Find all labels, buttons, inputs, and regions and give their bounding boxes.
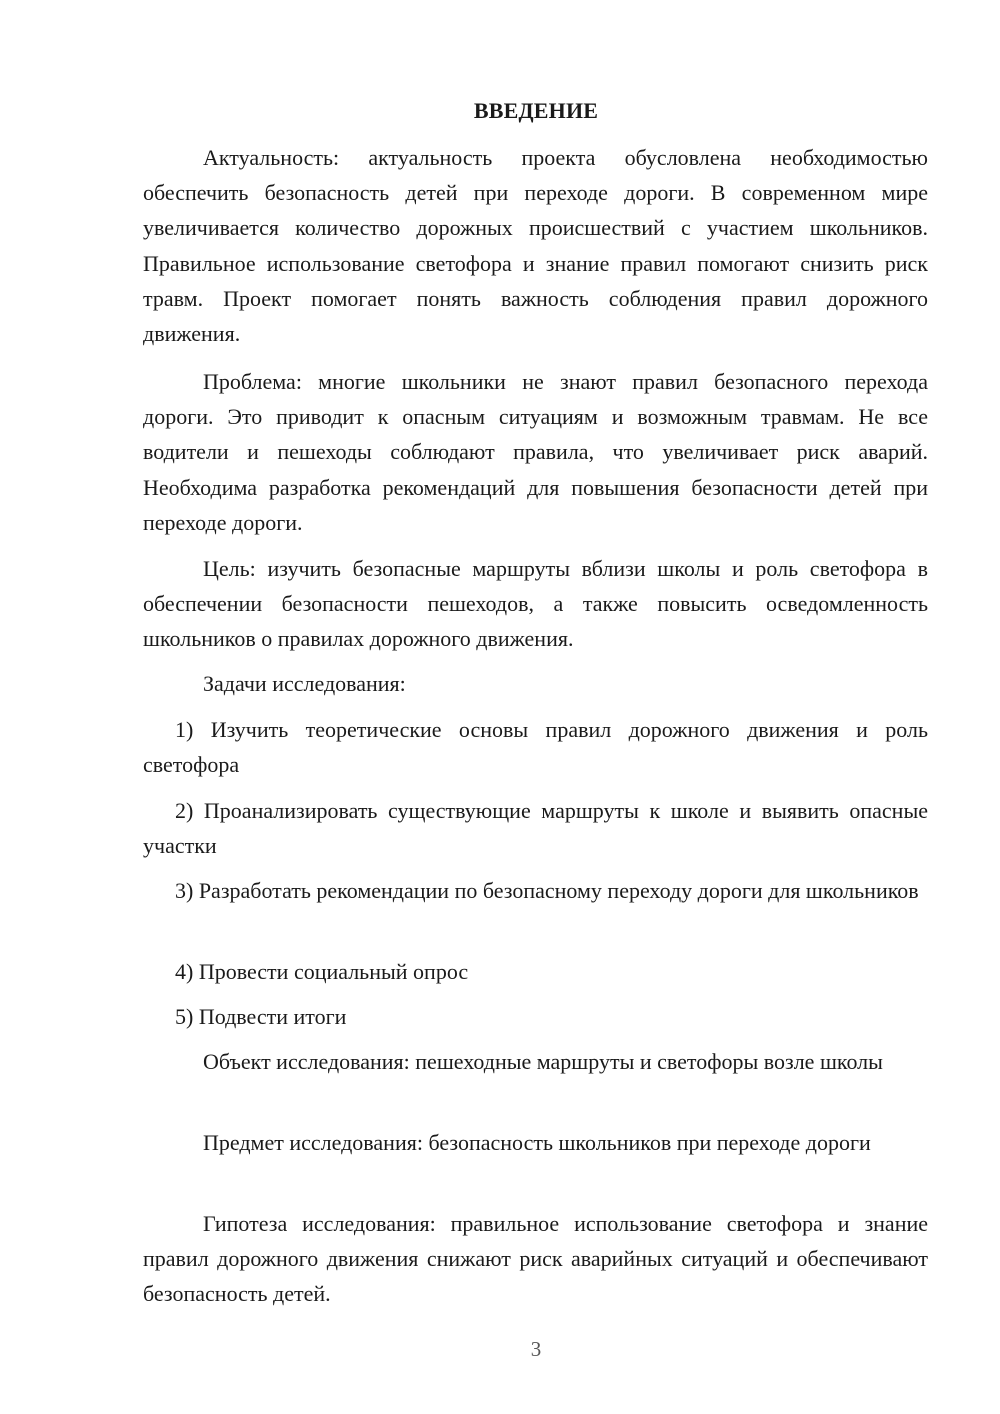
paragraph-hypothesis: Гипотеза исследования: правильное использование светофора и знание правил дорожного движения снижают риск аварийных ситуаций и обеспечивают безопасность детей. [143, 1211, 928, 1307]
paragraph-subject: Предмет исследования: безопасность школьников при переходе дороги [203, 1130, 871, 1155]
page-number: 3 [530, 1337, 542, 1361]
paragraph-object: Объект исследования: пешеходные маршруты и светофоры возле школы [203, 1049, 883, 1074]
task-item-4: 4) Провести социальный опрос [175, 959, 469, 984]
task-item-3: 3) Разработать рекомендации по безопасному переходу дороги для школьников [175, 878, 919, 903]
task-item-1: 1) Изучить теоретические основы правил дорожного движения и роль светофора [143, 717, 928, 778]
tasks-heading: Задачи исследования: [203, 671, 406, 696]
paragraph-relevance: Актуальность: актуальность проекта обусловлена необходимостью обеспечить безопасность детей при переходе дороги. В современном мире увеличивается количество дорожных происшествий с участием школьников. Правильное использование светофора и знание правил помогают снизить риск травм. Проект помогает понять важность соблюдения правил дорожного движения. [143, 145, 928, 347]
task-item-2: 2) Проанализировать существующие маршруты к школе и выявить опасные участки [143, 798, 928, 859]
section-title: ВВЕДЕНИЕ [473, 98, 599, 123]
paragraph-goal: Цель: изучить безопасные маршруты вблизи школы и роль светофора в обеспечении безопасности пешеходов, а также повысить осведомленность школьников о правилах дорожного движения. [143, 556, 928, 652]
paragraph-problem: Проблема: многие школьники не знают правил безопасного перехода дороги. Это приводит к опасным ситуациям и возможным травмам. Не все водители и пешеходы соблюдают правила, что увеличивает риск аварий. Необходима разработка рекомендаций для повышения безопасности детей при переходе дороги. [143, 369, 928, 535]
task-item-5: 5) Подвести итоги [175, 1004, 347, 1029]
